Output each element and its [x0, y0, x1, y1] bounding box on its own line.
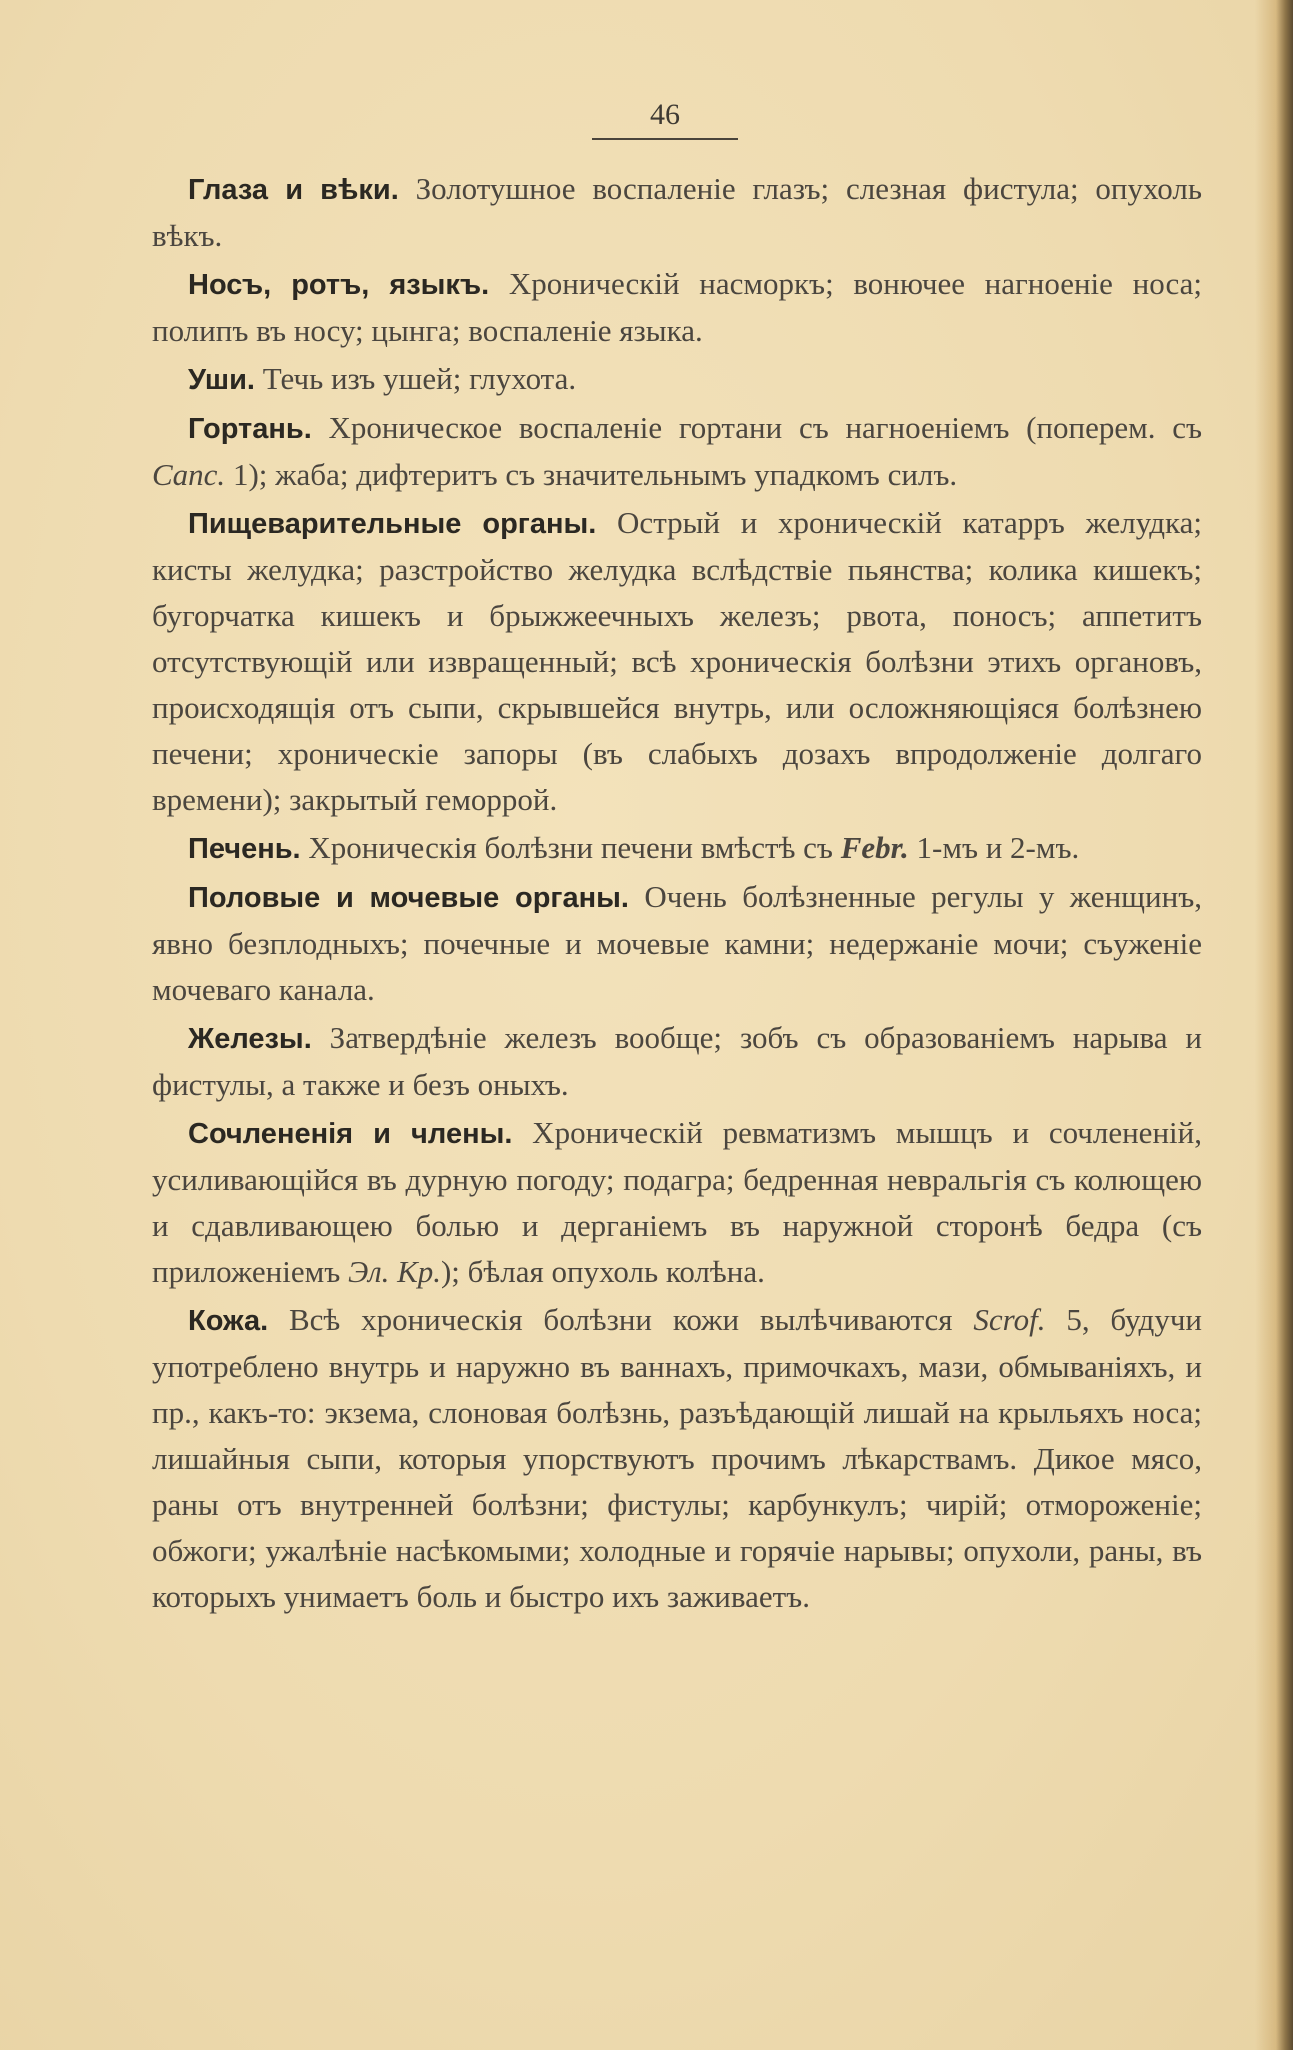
- paragraph: [152, 1015, 1202, 1108]
- paragraph-text: 5, будучи употреблено внутрь и наружно въ ваннахъ, примочкахъ, мази, обмываніяхъ, и пр., какъ-то: экзема, слоновая болѣзнь, разъѣдающій лишай на крыльяхъ носа; лишайныя сыпи, которыя упорствуютъ прочимъ лѣкарствамъ. Дикое мясо, раны отъ внутренней болѣзни; фистулы; карбункулъ; чирій; отмороженіе; обжоги; ужалѣніе насѣкомыми; холодные и горячіе нарывы; опухоли, раны, въ которыхъ унимаетъ боль и быстро ихъ заживаетъ.: [152, 1302, 1202, 1614]
- paragraph-heading: Носъ, ротъ, языкъ.: [188, 269, 490, 301]
- paragraph-text: Очень болѣзненные регулы у женщинъ, явно безплодныхъ; почечные и мочевые камни; недержаніе мочи; съуженіе мочеваго канала.: [152, 879, 1202, 1007]
- paragraph-heading: Железы.: [188, 1023, 312, 1055]
- paragraph-text: Хроническое воспаленіе гортани съ нагноеніемъ (поперем. съ: [311, 410, 1202, 445]
- remedy-name: Canc.: [152, 457, 226, 492]
- paragraph-heading: Печень.: [188, 833, 301, 865]
- remedy-name: Эл. Кр.: [348, 1254, 441, 1289]
- paragraph-heading: Кожа.: [188, 1305, 269, 1337]
- paragraph-heading: Половые и мочевые органы.: [188, 882, 629, 914]
- paragraph: [152, 1297, 1202, 1620]
- paragraph-text: Золотушное воспаленіе глазъ; слезная фистула; опухоль вѣкъ.: [152, 171, 1202, 253]
- paragraph: [152, 825, 1202, 872]
- paragraph-heading: Гортань.: [188, 413, 312, 445]
- paragraph-text: Хроническій насморкъ; вонючее нагноеніе носа; полипъ въ носу; цынга; воспаленіе языка.: [152, 266, 1202, 348]
- paragraph: [152, 874, 1202, 1013]
- paragraph-heading: Глаза и вѣки.: [188, 174, 399, 206]
- paragraph: [152, 500, 1202, 823]
- paragraph-text: Затвердѣніе железъ вообще; зобъ съ образованіемъ нарыва и фистулы, а также и безъ оныхъ.: [152, 1020, 1202, 1102]
- remedy-name: Scrof.: [973, 1302, 1046, 1337]
- paragraph-text: Хроническій ревматизмъ мышцъ и сочлененій, усиливающійся въ дурную погоду; подагра; бедренная невральгія съ колющею и сдавливающею болью и дерганіемъ въ наружной сторонѣ бедра (съ приложеніемъ: [152, 1115, 1202, 1289]
- page-number: 46: [650, 98, 680, 131]
- paragraph: [152, 261, 1202, 354]
- paragraph-text: Течь изъ ушей; глухота.: [255, 361, 577, 396]
- paragraph-text: Острый и хроническій катарръ желудка; кисты желудка; разстройство желудка вслѣдствіе пьянства; колика кишекъ; бугорчатка кишекъ и брыжжеечныхъ железъ; рвота, поносъ; аппетитъ отсутствующій или извращенный; всѣ хроническія болѣзни этихъ органовъ, происходящія отъ сыпи, скрывшейся внутрь, или осложняющіяся болѣзнею печени; хроническіе запоры (въ слабыхъ дозахъ впродолженіе долгаго времени); закрытый геморрой.: [152, 505, 1202, 817]
- paragraph-text: Всѣ хроническія болѣзни кожи вылѣчиваются: [268, 1302, 974, 1337]
- paragraph: [152, 1110, 1202, 1295]
- page-edge-shadow: [1255, 0, 1293, 2050]
- page-number-rule: [592, 138, 738, 140]
- body-text: [152, 166, 1202, 1622]
- paragraph-heading: Уши.: [188, 364, 255, 396]
- paragraph-text: Хроническія болѣзни печени вмѣстѣ съ: [300, 830, 841, 865]
- paragraph-text: 1-мъ и 2-мъ.: [908, 830, 1080, 865]
- paragraph: [152, 166, 1202, 259]
- paragraph: [152, 356, 1202, 403]
- paragraph-heading: Пищеварительные органы.: [188, 508, 597, 540]
- paragraph-text: 1); жаба; дифтеритъ съ значительнымъ упадкомъ силъ.: [225, 457, 958, 492]
- paragraph-text: ); бѣлая опухоль колѣна.: [440, 1254, 765, 1289]
- paragraph-heading: Сочлененія и члены.: [188, 1118, 513, 1150]
- remedy-name: Febr.: [840, 830, 909, 865]
- paragraph: [152, 405, 1202, 498]
